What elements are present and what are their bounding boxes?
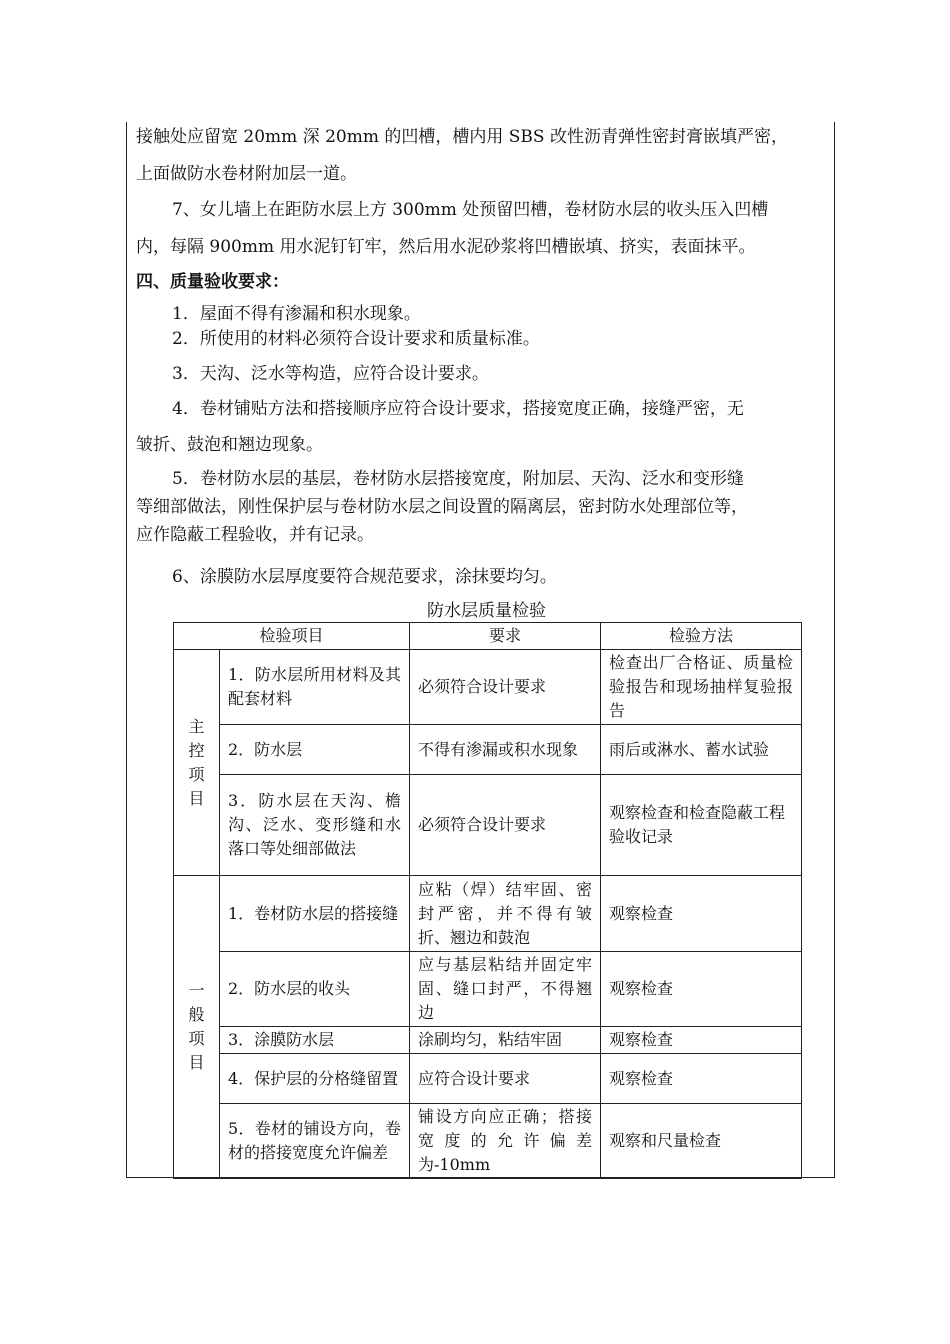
table-row bbox=[174, 725, 802, 775]
paragraph: 内，每隔 900mm 用水泥钉钉牢，然后用水泥砂浆将凹槽嵌填、挤实，表面抹平。 bbox=[136, 237, 756, 257]
section-heading: 四、质量验收要求： bbox=[136, 272, 289, 292]
table-row bbox=[174, 650, 802, 725]
method-cell: 观察检查 bbox=[601, 952, 802, 1027]
requirement-cell: 不得有渗漏或积水现象 bbox=[410, 725, 601, 775]
item-cell: 1．卷材防水层的搭接缝 bbox=[220, 876, 410, 952]
table-header-row bbox=[174, 623, 802, 650]
item-cell: 5．卷材的铺设方向，卷材的搭接宽度允许偏差 bbox=[220, 1104, 410, 1179]
requirement-5-cont: 等细部做法，刚性保护层与卷材防水层之间设置的隔离层，密封防水处理部位等， bbox=[136, 497, 748, 517]
paragraph: 7、女儿墙上在距防水层上方 300mm 处预留凹槽，卷材防水层的收头压入凹槽 bbox=[172, 200, 769, 220]
item-cell: 4．保护层的分格缝留置 bbox=[220, 1054, 410, 1104]
header-requirement: 要求 bbox=[410, 623, 601, 650]
table-row bbox=[174, 1104, 802, 1179]
header-method: 检验方法 bbox=[601, 623, 802, 650]
paragraph: 接触处应留宽 20mm 深 20mm 的凹槽，槽内用 SBS 改性沥青弹性密封膏嵌填严密， bbox=[136, 127, 788, 147]
requirement-cell: 应与基层粘结并固定牢固、缝口封严，不得翘边 bbox=[410, 952, 601, 1027]
header-item: 检验项目 bbox=[174, 623, 410, 650]
item-cell: 1．防水层所用材料及其配套材料 bbox=[220, 650, 410, 725]
requirement-cell: 必须符合设计要求 bbox=[410, 775, 601, 876]
method-cell: 观察检查 bbox=[601, 1054, 802, 1104]
method-cell: 观察检查 bbox=[601, 876, 802, 952]
item-cell: 3．涂膜防水层 bbox=[220, 1027, 410, 1054]
method-cell: 检查出厂合格证、质量检验报告和现场抽样复验报告 bbox=[601, 650, 802, 725]
paragraph: 上面做防水卷材附加层一道。 bbox=[136, 164, 357, 184]
requirement-cell: 应符合设计要求 bbox=[410, 1054, 601, 1104]
table-row bbox=[174, 876, 802, 952]
requirement-cell: 必须符合设计要求 bbox=[410, 650, 601, 725]
table-row bbox=[174, 775, 802, 876]
requirement-1: 1．屋面不得有渗漏和积水现象。 bbox=[172, 304, 421, 324]
item-cell: 3．防水层在天沟、檐沟、泛水、变形缝和水落口等处细部做法 bbox=[220, 775, 410, 876]
requirement-cell: 涂刷均匀，粘结牢固 bbox=[410, 1027, 601, 1054]
requirement-3: 3．天沟、泛水等构造，应符合设计要求。 bbox=[172, 364, 489, 384]
requirement-cell: 应粘（焊）结牢固、密封严密，并不得有皱折、翘边和鼓泡 bbox=[410, 876, 601, 952]
table-row bbox=[174, 1027, 802, 1054]
requirement-cell: 铺设方向应正确；搭接宽度的允许偏差为-10mm bbox=[410, 1104, 601, 1179]
method-cell: 雨后或淋水、蓄水试验 bbox=[601, 725, 802, 775]
requirement-4-cont: 皱折、鼓泡和翘边现象。 bbox=[136, 435, 323, 455]
group-general: 一 般 项 目 bbox=[174, 876, 220, 1179]
method-cell: 观察检查和检查隐蔽工程验收记录 bbox=[601, 775, 802, 876]
requirement-5-cont: 应作隐蔽工程验收，并有记录。 bbox=[136, 525, 374, 545]
method-cell: 观察检查 bbox=[601, 1027, 802, 1054]
table-caption: 防水层质量检验 bbox=[427, 601, 546, 621]
method-cell: 观察和尺量检查 bbox=[601, 1104, 802, 1179]
table-row bbox=[174, 1054, 802, 1104]
item-cell: 2．防水层 bbox=[220, 725, 410, 775]
requirement-6: 6、涂膜防水层厚度要符合规范要求，涂抹要均匀。 bbox=[172, 567, 557, 587]
requirement-5: 5．卷材防水层的基层，卷材防水层搭接宽度，附加层、天沟、泛水和变形缝 bbox=[172, 469, 744, 489]
requirement-4: 4．卷材铺贴方法和搭接顺序应符合设计要求，搭接宽度正确，接缝严密，无 bbox=[172, 399, 744, 419]
group-main-control: 主 控 项 目 bbox=[174, 650, 220, 876]
table-row bbox=[174, 952, 802, 1027]
requirement-2: 2．所使用的材料必须符合设计要求和质量标准。 bbox=[172, 329, 540, 349]
quality-inspection-table bbox=[173, 622, 802, 1179]
item-cell: 2．防水层的收头 bbox=[220, 952, 410, 1027]
